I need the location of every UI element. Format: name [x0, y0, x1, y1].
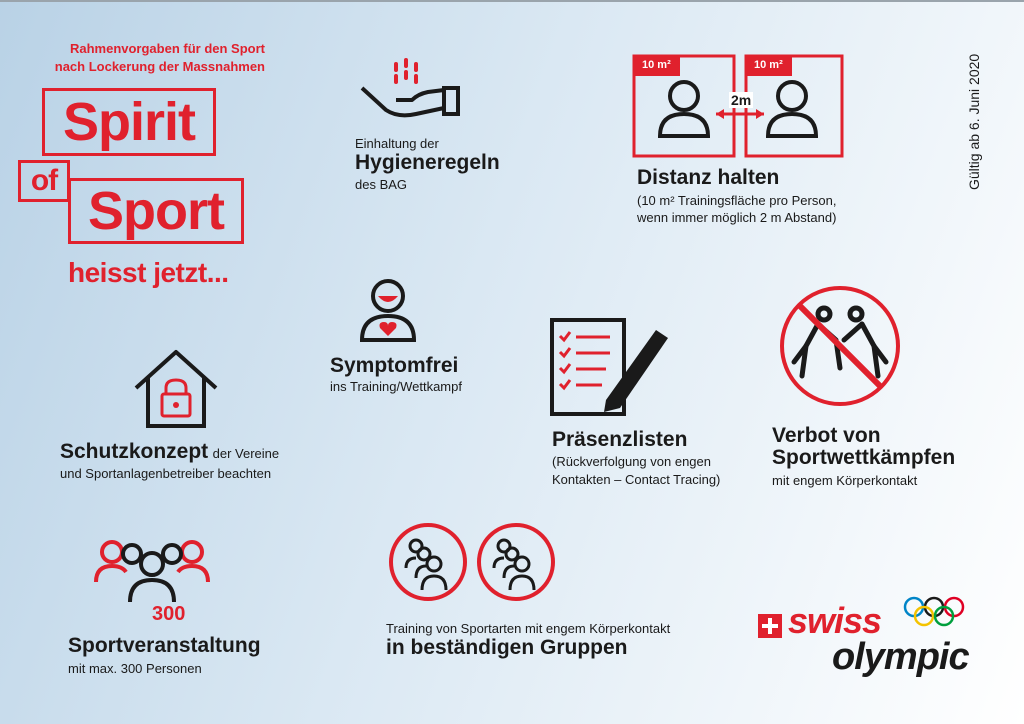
verbot-sub: mit engem Körperkontakt: [772, 473, 918, 488]
logo-olympic: olympic: [832, 636, 969, 678]
swiss-cross-icon: [758, 614, 782, 638]
headline-of: of: [18, 160, 70, 202]
groups-title: in beständigen Gruppen: [386, 636, 628, 659]
praesenz-note-2: Kontakten – Contact Tracing): [552, 472, 721, 487]
distance-note-2: wenn immer möglich 2 m Abstand): [637, 210, 837, 225]
event-number: 300: [152, 603, 186, 625]
verbot-title-1: Verbot von: [772, 424, 881, 447]
area-left-label: 10 m²: [642, 59, 671, 71]
area-right-label: 10 m²: [754, 59, 783, 71]
hygiene-post: des BAG: [355, 177, 408, 192]
distance-gap-label: 2m: [731, 92, 752, 108]
distance-title: Distanz halten: [637, 166, 780, 189]
headline-spirit: Spirit: [42, 88, 216, 156]
schutz-line-2: und Sportanlagenbetreiber beachten: [60, 466, 272, 481]
intro-line-1: Rahmenvorgaben für den Sport: [69, 41, 265, 56]
headline-sport: Sport: [68, 178, 244, 244]
logo-swiss: swiss: [788, 600, 882, 641]
hygiene-title: Hygieneregeln: [355, 151, 500, 174]
verbot-title-2: Sportwettkämpfen: [772, 446, 956, 469]
group-circles-icon: [386, 522, 558, 602]
headline-tagline: heisst jetzt...: [68, 257, 229, 288]
crowd-icon: [92, 534, 212, 604]
praesenz-title: Präsenzlisten: [552, 428, 688, 451]
symptom-sub: ins Training/Wettkampf: [330, 379, 462, 394]
checklist-icon: [548, 316, 676, 416]
schutz-title: Schutzkonzept: [60, 440, 209, 463]
distance-note-1: (10 m² Trainingsfläche pro Person,: [637, 193, 837, 208]
no-contact-sport-icon: [778, 284, 902, 408]
intro-text: [40, 40, 265, 76]
intro-line-2: nach Lockerung der Massnahmen: [54, 59, 265, 74]
schutz-line-1: [60, 440, 279, 464]
event-title: Sportveranstaltung: [68, 634, 261, 657]
handwash-icon: [356, 58, 466, 128]
olympic-rings-icon: [902, 596, 966, 628]
symptom-title: Symptomfrei: [330, 354, 459, 377]
healthy-person-icon: [358, 278, 418, 342]
hygiene-pre: Einhaltung der: [355, 136, 439, 151]
house-lock-icon: [132, 348, 220, 428]
groups-pre: Training von Sportarten mit engem Körperkontakt: [386, 621, 671, 636]
validity-note: Gültig ab 6. Juni 2020: [966, 53, 982, 190]
event-sub: mit max. 300 Personen: [68, 661, 202, 676]
schutz-rest: der Vereine: [212, 446, 280, 461]
top-border: [0, 0, 1024, 2]
praesenz-note-1: (Rückverfolgung von engen: [552, 454, 711, 469]
